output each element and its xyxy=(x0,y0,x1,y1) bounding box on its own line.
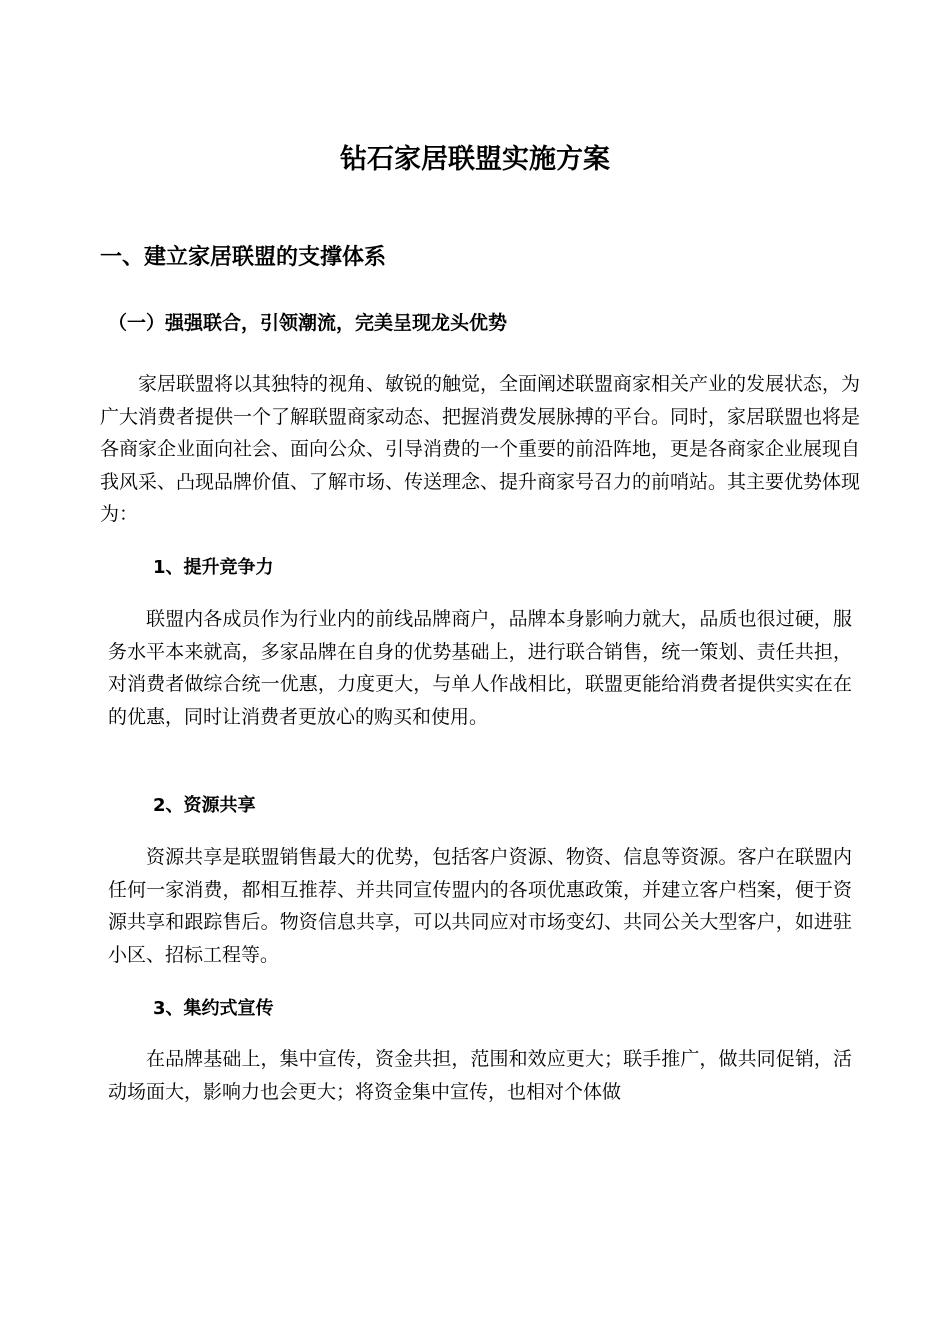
item-heading-competitiveness: 1、提升竞争力 xyxy=(153,557,274,578)
section-heading: 一、建立家居联盟的支撑体系 xyxy=(100,245,387,270)
subsection-heading: （一）强强联合，引领潮流，完美呈现龙头优势 xyxy=(108,312,508,334)
item-paragraph-intensive-promotion: 在品牌基础上，集中宣传，资金共担，范围和效应更大；联手推广，做共同促销，活动场面大，影响力也会更大；将资金集中宣传，也相对个体做 xyxy=(108,1048,852,1103)
item-paragraph-resource-sharing: 资源共享是联盟销售最大的优势，包括客户资源、物资、信息等资源。客户在联盟内任何一家消费，都相互推荐、并共同宣传盟内的各项优惠政策，并建立客户档案，便于资源共享和跟踪售后。物资信息共享，可以共同应对市场变幻、共同公关大型客户，如进驻小区、招标工程等。 xyxy=(108,846,852,966)
intro-paragraph: 家居联盟将以其独特的视角、敏锐的触觉，全面阐述联盟商家相关产业的发展状态，为广大消费者提供一个了解联盟商家动态、把握消费发展脉搏的平台。同时，家居联盟也将是各商家企业面向社会、面向公众、引导消费的一个重要的前沿阵地，更是各商家企业展现自我风采、凸现品牌价值、了解市场、传送理念、提升商家号召力的前哨站。其主要优势体现为： xyxy=(100,373,861,525)
item-heading-intensive-promotion: 3、集约式宣传 xyxy=(153,998,274,1019)
item-heading-resource-sharing: 2、资源共享 xyxy=(153,795,256,816)
document-title: 钻石家居联盟实施方案 xyxy=(340,144,610,175)
item-paragraph-competitiveness: 联盟内各成员作为行业内的前线品牌商户，品牌本身影响力就大，品质也很过硬，服务水平本来就高，多家品牌在自身的优势基础上，进行联合销售，统一策划、责任共担，对消费者做综合统一优惠，力度更大，与单人作战相比，联盟更能给消费者提供实实在在的优惠，同时让消费者更放心的购买和使用。 xyxy=(108,608,852,728)
